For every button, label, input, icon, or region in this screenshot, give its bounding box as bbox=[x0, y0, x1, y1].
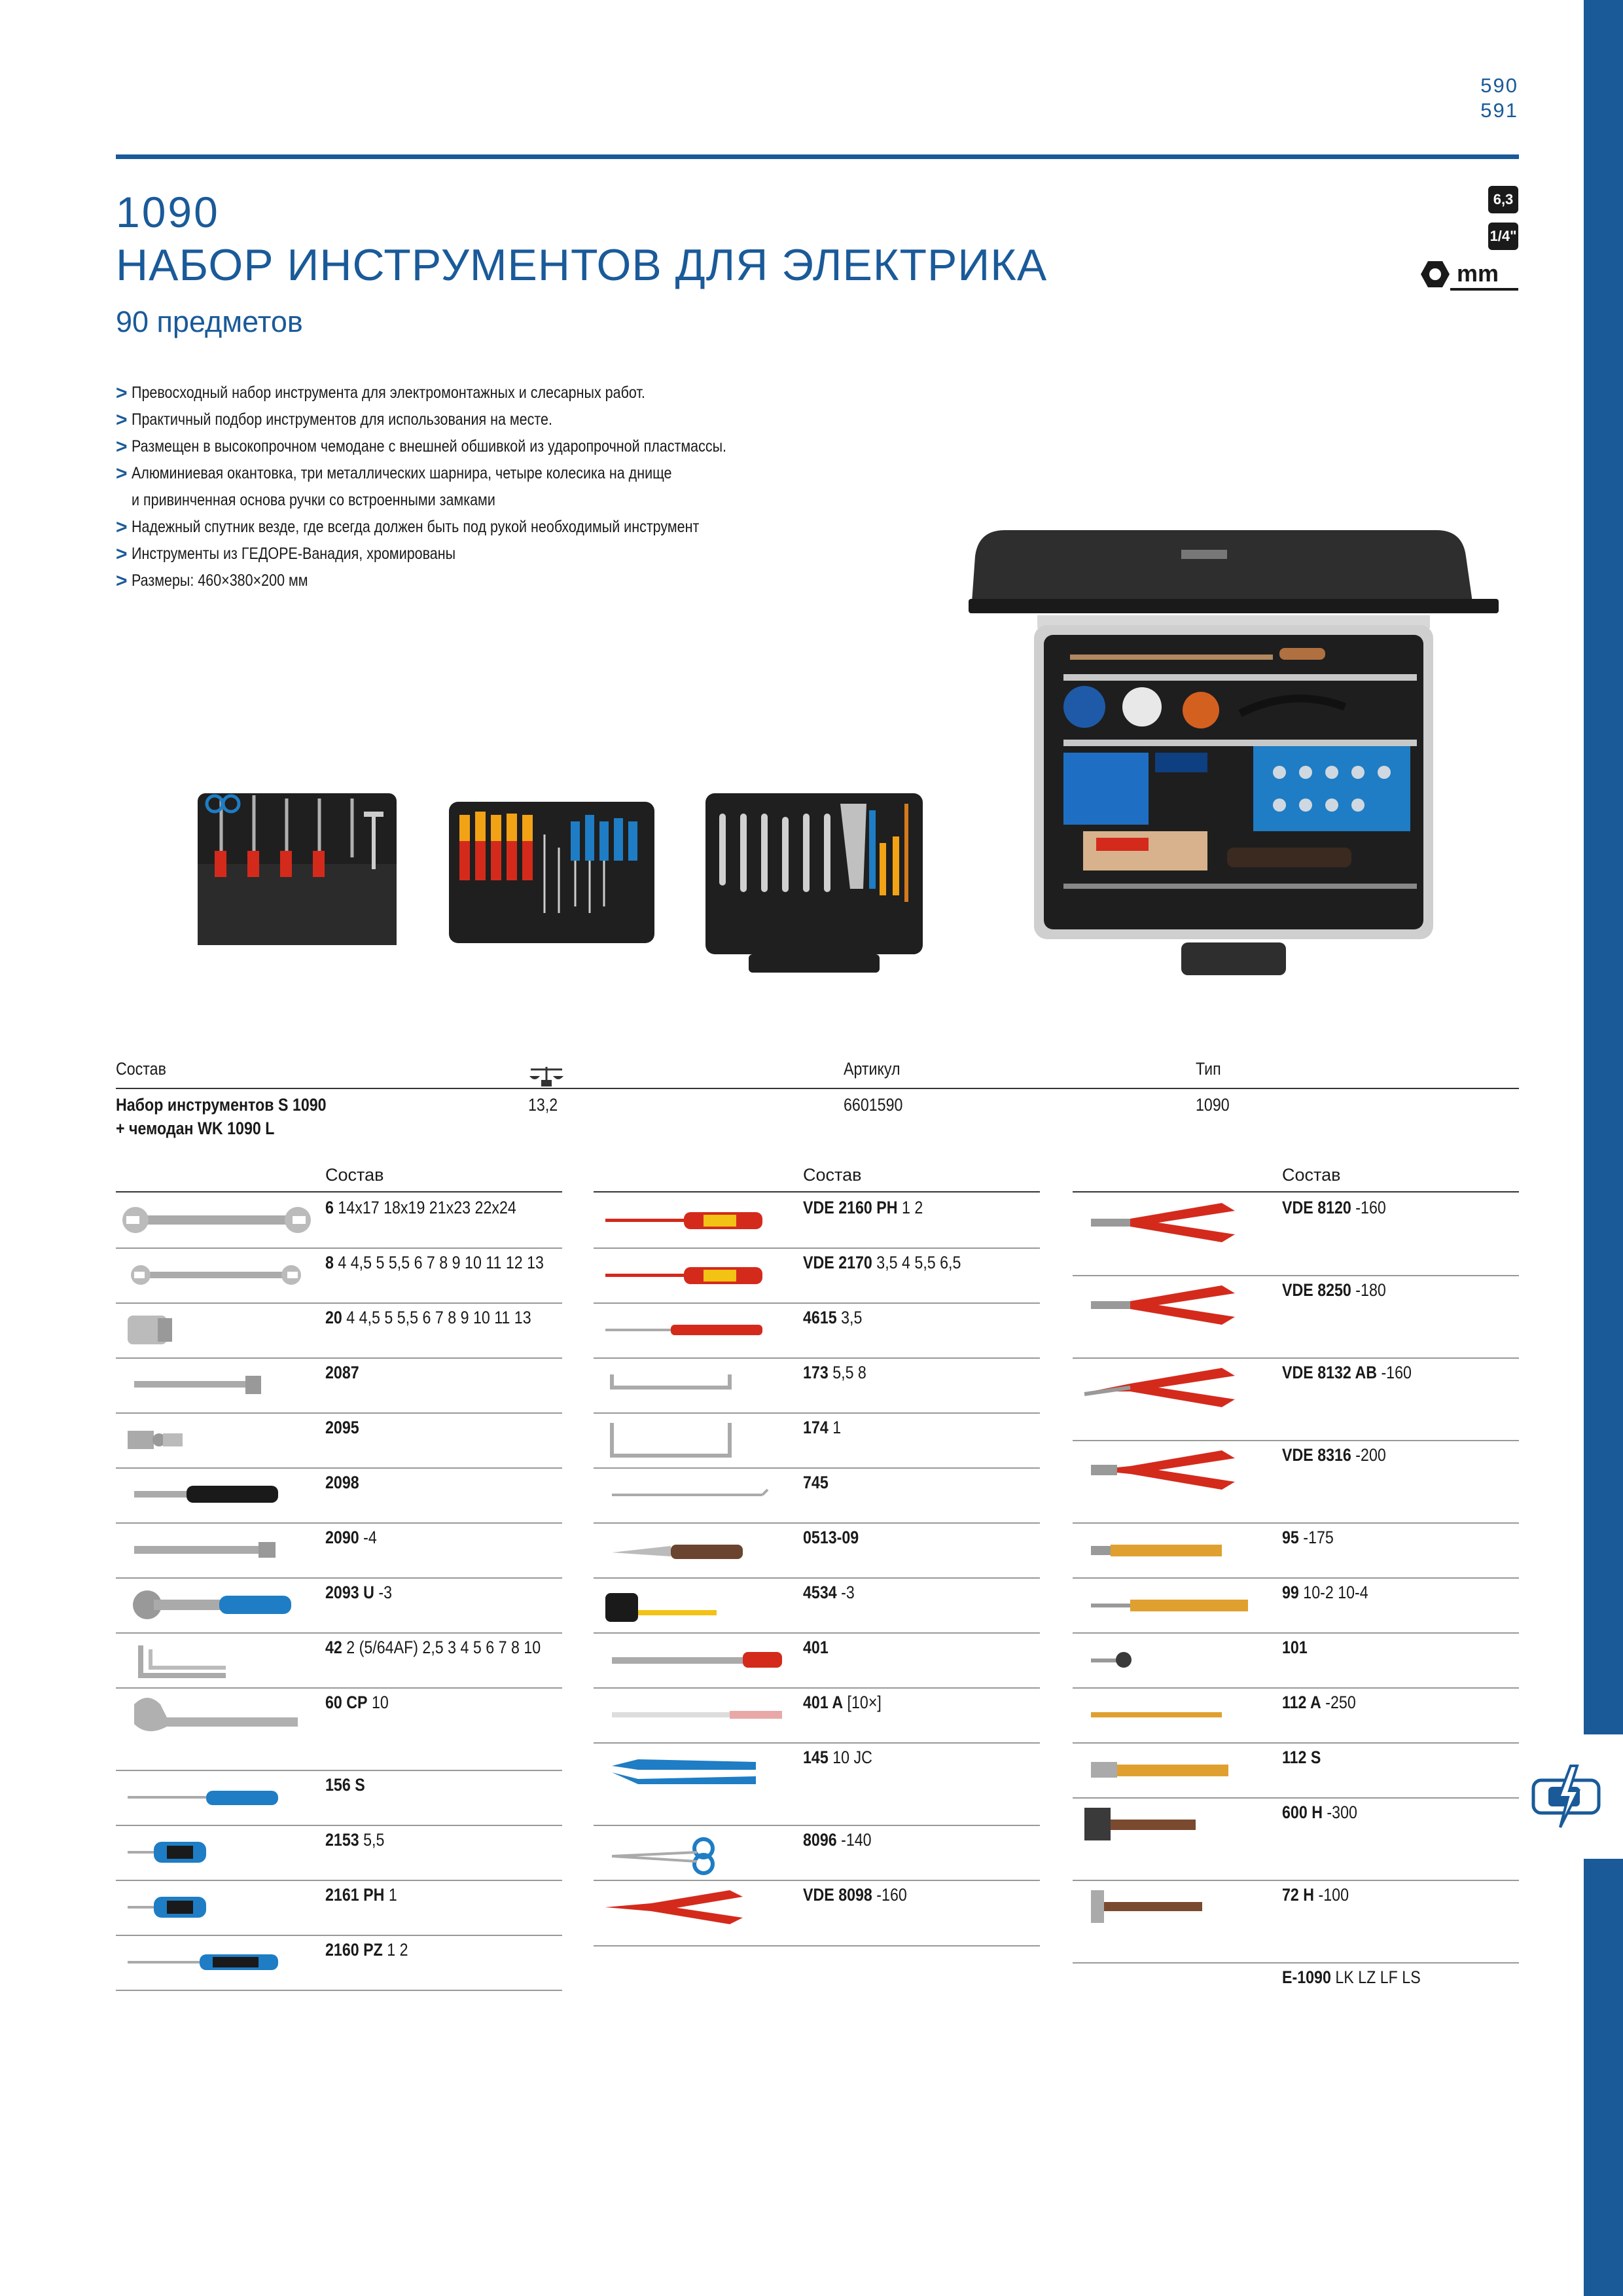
item-row bbox=[594, 1357, 1040, 1414]
product-code: 1090 bbox=[116, 188, 220, 236]
item-code bbox=[803, 1693, 894, 1713]
item-sizes: -4 bbox=[359, 1528, 377, 1547]
centre-punch-icon bbox=[1078, 1636, 1268, 1683]
hook-scriber-icon bbox=[599, 1471, 789, 1518]
item-row bbox=[116, 1577, 562, 1634]
item-row bbox=[1073, 1275, 1519, 1359]
item-number: 2093 U bbox=[325, 1583, 374, 1602]
item-sizes: LK LZ LF LS bbox=[1330, 1967, 1421, 1987]
spec-badges bbox=[1414, 186, 1518, 297]
item-code bbox=[803, 1748, 883, 1768]
item-row bbox=[116, 1193, 562, 1249]
feature-item: > Размеры: 460×380×200 мм bbox=[116, 570, 308, 592]
feature-list bbox=[116, 380, 967, 594]
item-number: 173 bbox=[803, 1363, 829, 1382]
item-code bbox=[1282, 1445, 1403, 1465]
item-code bbox=[1282, 1748, 1327, 1768]
item-number: 174 bbox=[803, 1418, 829, 1437]
item-sizes: -140 bbox=[836, 1830, 872, 1850]
brick-chisel-icon bbox=[1078, 1746, 1268, 1793]
hacksaw-handle-icon bbox=[599, 1636, 789, 1683]
item-number: VDE 8316 bbox=[1282, 1445, 1351, 1465]
item-code bbox=[325, 1418, 365, 1438]
item-row bbox=[1073, 1193, 1519, 1276]
item-code bbox=[1282, 1583, 1382, 1603]
set-weight: 13,2 bbox=[528, 1095, 558, 1115]
item-number: 6 bbox=[325, 1198, 334, 1217]
item-sizes: -200 bbox=[1351, 1445, 1386, 1465]
item-sizes: -300 bbox=[1322, 1803, 1357, 1822]
item-code bbox=[1282, 1280, 1403, 1300]
item-number: 112 A bbox=[1282, 1693, 1321, 1712]
item-row bbox=[594, 1522, 1040, 1579]
scissors-icon bbox=[599, 1829, 789, 1876]
item-sizes: -160 bbox=[1376, 1363, 1412, 1382]
item-row bbox=[1073, 1742, 1519, 1799]
offset-screwdriver-icon bbox=[599, 1361, 789, 1408]
set-table-header-composition: Состав bbox=[116, 1059, 166, 1079]
item-code bbox=[325, 1363, 365, 1383]
pozidriv-screwdriver-icon bbox=[121, 1939, 311, 1986]
item-number: 2098 bbox=[325, 1473, 359, 1492]
double-open-end-wrench-small-icon bbox=[121, 1251, 311, 1299]
cross-cut-chisel-icon bbox=[1078, 1691, 1268, 1738]
item-row bbox=[116, 1825, 562, 1881]
item-code bbox=[803, 1473, 832, 1493]
item-number: VDE 8120 bbox=[1282, 1198, 1351, 1217]
item-code bbox=[325, 1253, 579, 1273]
item-sizes: 10 JC bbox=[828, 1748, 872, 1767]
double-open-end-wrench-icon bbox=[121, 1196, 311, 1244]
set-composition: Набор инструментов S 1090 + чемодан WK 1090 L bbox=[116, 1095, 327, 1138]
item-number: VDE 8132 AB bbox=[1282, 1363, 1377, 1382]
voltage-tester-icon bbox=[599, 1306, 789, 1354]
feature-item: > Практичный подбор инструментов для использования на месте. bbox=[116, 409, 552, 431]
item-sizes: -3 bbox=[836, 1583, 855, 1602]
item-sizes: 3,5 4 5,5 6,5 bbox=[872, 1253, 961, 1272]
product-title: НАБОР ИНСТРУМЕНТОВ ДЛЯ ЭЛЕКТРИКА bbox=[116, 240, 1048, 290]
vde-side-cutters-icon bbox=[1078, 1444, 1268, 1491]
item-sizes: 4 4,5 5 5,5 6 7 8 9 10 11 12 13 bbox=[333, 1253, 544, 1272]
feature-item: > Превосходный набор инструмента для электромонтажных и слесарных работ. bbox=[116, 382, 645, 404]
item-sizes: 4 4,5 5 5,5 6 7 8 9 10 11 13 bbox=[342, 1308, 531, 1327]
metric-label: mm bbox=[1457, 260, 1499, 287]
tool-case-image bbox=[965, 517, 1502, 982]
tool-roll-screwdrivers-image bbox=[446, 795, 657, 946]
item-code bbox=[803, 1308, 872, 1328]
item-row bbox=[594, 1193, 1040, 1249]
vde-phillips-screwdriver-icon bbox=[599, 1196, 789, 1244]
item-code bbox=[325, 1473, 365, 1493]
item-code bbox=[1282, 1638, 1311, 1658]
screwdriver-icon bbox=[121, 1774, 311, 1821]
item-number: VDE 2170 bbox=[803, 1253, 872, 1272]
item-row bbox=[1073, 1880, 1519, 1964]
item-number: 101 bbox=[1282, 1638, 1308, 1657]
item-row bbox=[116, 1632, 562, 1689]
item-code bbox=[803, 1885, 924, 1905]
item-sizes: -175 bbox=[1298, 1528, 1334, 1547]
column-header: Состав bbox=[325, 1165, 384, 1185]
item-sizes: -3 bbox=[374, 1583, 392, 1602]
item-number: 600 H bbox=[1282, 1803, 1323, 1822]
scale-kg-icon bbox=[528, 1062, 565, 1090]
item-sizes: -180 bbox=[1351, 1280, 1386, 1300]
vde-slotted-screwdriver-icon bbox=[599, 1251, 789, 1299]
item-number: 8096 bbox=[803, 1830, 837, 1850]
item-row bbox=[594, 1687, 1040, 1744]
item-code bbox=[325, 1775, 372, 1795]
item-sizes: 1 bbox=[384, 1885, 397, 1905]
item-code bbox=[1282, 1693, 1368, 1713]
item-number: VDE 8098 bbox=[803, 1885, 872, 1905]
item-number: 2087 bbox=[325, 1363, 359, 1382]
t-handle-icon bbox=[121, 1361, 311, 1408]
item-sizes: -160 bbox=[1351, 1198, 1386, 1217]
item-row bbox=[594, 1632, 1040, 1689]
item-row bbox=[1073, 1440, 1519, 1524]
item-row bbox=[594, 1577, 1040, 1634]
header-rule bbox=[116, 154, 1519, 159]
item-code bbox=[325, 1885, 409, 1905]
vde-bent-nose-pliers-icon bbox=[1078, 1361, 1268, 1408]
item-number: 145 bbox=[803, 1748, 829, 1767]
item-code bbox=[803, 1638, 832, 1658]
page-number-left: 590 bbox=[1480, 74, 1518, 97]
item-row bbox=[1073, 1962, 1519, 2017]
item-code bbox=[325, 1528, 385, 1548]
item-code bbox=[803, 1830, 883, 1850]
machinist-hammer-icon bbox=[1078, 1801, 1268, 1848]
item-code bbox=[1282, 1198, 1403, 1218]
item-number: 0513-09 bbox=[803, 1528, 859, 1547]
item-number: 4615 bbox=[803, 1308, 837, 1327]
item-number: 745 bbox=[803, 1473, 829, 1492]
item-sizes: 10-2 10-4 bbox=[1298, 1583, 1368, 1602]
product-subtitle: 90 предметов bbox=[116, 305, 303, 338]
item-number: 95 bbox=[1282, 1528, 1299, 1547]
item-code bbox=[803, 1528, 868, 1548]
item-row bbox=[594, 1880, 1040, 1946]
item-row bbox=[594, 1467, 1040, 1524]
item-code bbox=[803, 1583, 863, 1603]
item-sizes: 1 bbox=[828, 1418, 842, 1437]
universal-joint-icon bbox=[121, 1416, 311, 1463]
item-number: 42 bbox=[325, 1638, 342, 1657]
electrician-category-icon bbox=[1530, 1761, 1602, 1833]
item-row bbox=[116, 1357, 562, 1414]
page-number-right: 591 bbox=[1480, 99, 1518, 122]
flat-chisel-icon bbox=[1078, 1526, 1268, 1573]
item-code bbox=[325, 1830, 394, 1850]
hacksaw-blades-icon bbox=[599, 1691, 789, 1738]
item-number: 20 bbox=[325, 1308, 342, 1327]
socket-icon bbox=[121, 1306, 311, 1354]
item-number: 2095 bbox=[325, 1418, 359, 1437]
item-row bbox=[1073, 1357, 1519, 1441]
screwdriver-handle-icon bbox=[121, 1471, 311, 1518]
item-row bbox=[116, 1935, 562, 1991]
tape-measure-icon bbox=[599, 1581, 789, 1628]
ratchet-icon bbox=[121, 1581, 311, 1628]
electrician-hammer-icon bbox=[1078, 1884, 1268, 1931]
item-code bbox=[325, 1308, 565, 1328]
stubby-phillips-screwdriver-icon bbox=[121, 1884, 311, 1931]
item-sizes: 1 2 bbox=[382, 1940, 408, 1960]
item-number: 112 S bbox=[1282, 1748, 1321, 1767]
set-table-header-type: Тип bbox=[1196, 1059, 1221, 1079]
item-sizes: 1 2 bbox=[897, 1198, 923, 1217]
hex-key-icon bbox=[121, 1636, 311, 1683]
item-row bbox=[594, 1412, 1040, 1469]
feature-item-continued: и привинченная основа ручки со встроенными замками bbox=[132, 491, 495, 509]
item-row bbox=[594, 1825, 1040, 1881]
item-number: 2153 bbox=[325, 1830, 359, 1850]
item-number: 2090 bbox=[325, 1528, 359, 1547]
item-row bbox=[594, 1742, 1040, 1826]
item-number: 8 bbox=[325, 1253, 334, 1272]
item-number: 401 bbox=[803, 1638, 829, 1657]
column-header: Состав bbox=[803, 1165, 862, 1185]
vde-combination-pliers-large-icon bbox=[1078, 1279, 1268, 1326]
item-sizes: 5,5 8 bbox=[828, 1363, 866, 1382]
drive-size-badge: 6,3 bbox=[1488, 186, 1518, 213]
item-number: VDE 8250 bbox=[1282, 1280, 1351, 1300]
tool-roll-pliers-image bbox=[195, 785, 399, 949]
cable-knife-icon bbox=[599, 1526, 789, 1573]
feature-item: > Размещен в высокопрочном чемодане с внешней обшивкой из ударопрочной пластмассы. bbox=[116, 436, 727, 457]
item-number: 60 CP bbox=[325, 1693, 368, 1712]
item-code bbox=[803, 1418, 847, 1438]
item-sizes: -250 bbox=[1321, 1693, 1356, 1712]
item-row bbox=[1073, 1632, 1519, 1689]
item-row bbox=[116, 1687, 562, 1771]
item-code bbox=[1282, 1885, 1360, 1905]
item-sizes: 3,5 bbox=[836, 1308, 863, 1327]
item-sizes: 10 bbox=[367, 1693, 389, 1712]
offset-phillips-screwdriver-icon bbox=[599, 1416, 789, 1463]
item-number: VDE 2160 PH bbox=[803, 1198, 898, 1217]
feature-item: > Надежный спутник везде, где всегда должен быть под рукой необходимый инструмент bbox=[116, 516, 700, 538]
item-sizes: -100 bbox=[1314, 1885, 1349, 1905]
item-sizes: [10×] bbox=[843, 1693, 882, 1712]
item-row bbox=[116, 1412, 562, 1469]
item-number: 72 H bbox=[1282, 1885, 1315, 1905]
metric-badge bbox=[1420, 259, 1518, 291]
item-number: 401 A bbox=[803, 1693, 844, 1712]
item-number: 99 bbox=[1282, 1583, 1299, 1602]
set-table-header-article: Артикул bbox=[844, 1059, 901, 1079]
item-row bbox=[116, 1770, 562, 1826]
item-code bbox=[803, 1363, 877, 1383]
item-sizes: 5,5 bbox=[359, 1830, 385, 1850]
item-row bbox=[116, 1247, 562, 1304]
item-code bbox=[325, 1583, 403, 1603]
stubby-screwdriver-icon bbox=[121, 1829, 311, 1876]
vde-combination-pliers-icon bbox=[1078, 1196, 1268, 1244]
wire-stripper-icon bbox=[599, 1884, 789, 1931]
set-article: 6601590 bbox=[844, 1095, 903, 1115]
item-row bbox=[116, 1467, 562, 1524]
item-row bbox=[1073, 1797, 1519, 1881]
item-number: 4534 bbox=[803, 1583, 837, 1602]
item-sizes: 2 (5/64AF) 2,5 3 4 5 6 7 8 10 bbox=[342, 1638, 541, 1657]
pin-punch-icon bbox=[1078, 1581, 1268, 1628]
feature-item: > Алюминиевая окантовка, три металлических шарнира, четыре колесика на днище bbox=[116, 463, 672, 484]
item-number: E-1090 bbox=[1282, 1967, 1331, 1987]
item-code bbox=[1282, 1803, 1370, 1823]
item-row bbox=[594, 1247, 1040, 1304]
item-row bbox=[1073, 1687, 1519, 1744]
item-row bbox=[594, 1302, 1040, 1359]
water-pump-pliers-icon bbox=[599, 1746, 789, 1793]
item-code bbox=[325, 1693, 399, 1713]
extension-bar-icon bbox=[121, 1526, 311, 1573]
feature-item: > Инструменты из ГЕДОРЕ-Ванадия, хромированы bbox=[116, 543, 456, 565]
item-code bbox=[1282, 1967, 1443, 1988]
item-code bbox=[1282, 1363, 1433, 1383]
set-table-rule bbox=[116, 1088, 1519, 1089]
adjustable-wrench-icon bbox=[121, 1691, 311, 1738]
item-row bbox=[116, 1522, 562, 1579]
item-code bbox=[1282, 1528, 1342, 1548]
item-code bbox=[803, 1198, 942, 1218]
item-code bbox=[803, 1253, 987, 1273]
set-type: 1090 bbox=[1196, 1095, 1230, 1115]
page-sidebar bbox=[1584, 0, 1623, 2296]
item-sizes: 14x17 18x19 21x23 22x24 bbox=[333, 1198, 516, 1217]
column-header: Состав bbox=[1282, 1165, 1341, 1185]
item-code bbox=[325, 1198, 547, 1218]
item-row bbox=[116, 1302, 562, 1359]
hex-nut-icon bbox=[1420, 259, 1450, 289]
item-row bbox=[116, 1880, 562, 1936]
item-number: 2160 PZ bbox=[325, 1940, 383, 1960]
item-sizes: -160 bbox=[872, 1885, 907, 1905]
item-number: 156 S bbox=[325, 1775, 365, 1795]
item-row bbox=[1073, 1522, 1519, 1579]
item-row bbox=[1073, 1577, 1519, 1634]
tool-roll-wrenches-image bbox=[703, 791, 925, 975]
item-number: 2161 PH bbox=[325, 1885, 385, 1905]
page-numbers bbox=[1480, 73, 1518, 123]
item-code bbox=[325, 1638, 576, 1658]
item-code bbox=[325, 1940, 421, 1960]
inch-badge: 1/4" bbox=[1488, 223, 1518, 250]
